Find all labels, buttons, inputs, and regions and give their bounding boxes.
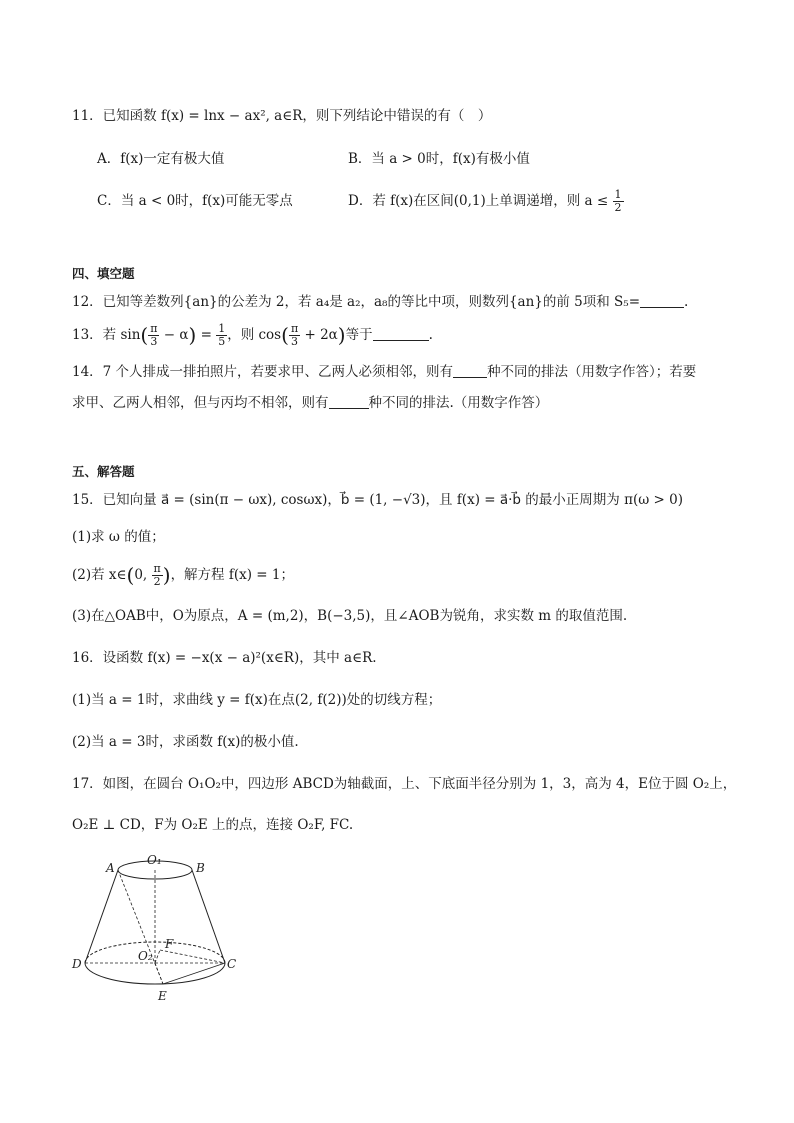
label-o1: O₁: [147, 853, 162, 867]
label-f: F: [165, 937, 174, 951]
q14-text-c: 求甲、乙两人相邻，但与丙均不相邻，则有: [72, 395, 329, 411]
q13-equals: =: [196, 327, 217, 343]
paren-open: (: [140, 323, 149, 347]
section-fill-in-heading: 四、填空题: [72, 266, 135, 281]
segment-ae: [118, 870, 163, 984]
fraction-numerator: 1: [614, 188, 622, 201]
fraction-denominator: 5: [218, 335, 226, 348]
q15-part3: (3)在△OAB中，O为原点，A = (m,2)，B(−3,5)，且∠AOB为锐角，求实数 m 的取值范围.: [72, 608, 628, 624]
q17-line2: O₂E ⊥ CD，F为 O₂E 上的点，连接 O₂F, FC.: [72, 817, 354, 833]
q14-line2: [72, 393, 548, 413]
label-d: D: [72, 957, 82, 971]
q16-part1: (1)当 a = 1时，求曲线 y = f(x)在点(2, f(2))处的切线方程；: [72, 692, 442, 708]
paren-close: ): [337, 323, 346, 347]
section-answer-heading: 五、解答题: [72, 464, 135, 479]
frustum-figure: [70, 852, 250, 1012]
q15-p2-pre: (2)若 x∈: [72, 567, 127, 583]
q13-end: .: [428, 327, 433, 343]
q12-text: 12．已知等差数列{an}的公差为 2，若 a₄是 a₂，a₈的等比中项，则数列{an}的前 5项和 S₅=: [72, 294, 641, 310]
q11-option-d-fraction: [613, 189, 624, 214]
fraction-denominator: 3: [291, 335, 299, 348]
q11-option-d: [348, 184, 624, 218]
paren-close: ): [162, 563, 171, 587]
answer-blank: [373, 326, 429, 341]
q15-stem: 15．已知向量 a⃗ = (sin(π − ωx), cosωx)，b⃗ = (1, −√3)，且 f(x) = a⃗·b⃗ 的最小正周期为 π(ω > 0): [72, 492, 683, 508]
answer-blank: [453, 363, 487, 378]
answer-blank: [329, 394, 369, 409]
q16-stem: 16．设函数 f(x) = −x(x − a)²(x∈R)，其中 a∈R.: [72, 650, 377, 666]
fraction-denominator: 2: [614, 201, 622, 214]
q16-part2: (2)当 a = 3时，求函数 f(x)的极小值.: [72, 734, 299, 750]
label-b: B: [196, 861, 205, 875]
q13-fraction-1: [148, 323, 159, 348]
q13-mid3: + 2α: [300, 327, 338, 343]
q15-part1: (1)求 ω 的值；: [72, 529, 165, 545]
paren-close: ): [188, 323, 197, 347]
q11-option-c: C．当 a < 0时，f(x)可能无零点: [97, 193, 293, 209]
segment-o2f: [155, 950, 160, 963]
answer-blank: [640, 293, 684, 308]
q15-fraction: [152, 563, 163, 588]
q15-p2-post: ，解方程 f(x) = 1；: [170, 567, 294, 583]
paren-open: (: [126, 563, 135, 587]
q14-line1: [72, 362, 696, 382]
q11-option-b: B．当 a > 0时，f(x)有极小值: [348, 151, 530, 167]
q11-option-d-text: D．若 f(x)在区间(0,1)上单调递增，则 a ≤: [348, 193, 613, 209]
paren-open: (: [281, 323, 289, 347]
fraction-numerator: π: [290, 322, 299, 335]
label-a: A: [106, 861, 115, 875]
q13-fraction-3: [289, 323, 300, 348]
q12-end: .: [684, 294, 689, 310]
fraction-numerator: π: [150, 322, 158, 335]
label-e: E: [158, 989, 167, 1003]
fraction-numerator: 1: [218, 322, 226, 335]
q11-stem: 11．已知函数 f(x) = lnx − ax², a∈R，则下列结论中错误的有（ ）: [72, 108, 492, 124]
q13-post: 等于: [345, 327, 373, 343]
q13-pre: 13．若 sin: [72, 327, 141, 343]
q13-mid1: − α: [159, 327, 189, 343]
label-o2: O₂: [138, 949, 153, 963]
q15-p2-a: 0,: [134, 567, 152, 583]
q13-mid2: ，则 cos: [227, 327, 282, 343]
label-c: C: [227, 957, 237, 971]
q13-fraction-2: [216, 323, 227, 348]
fraction-denominator: 2: [153, 575, 161, 588]
bottom-base-front-arc: [85, 963, 225, 984]
q12: [72, 292, 688, 312]
q17-line1: 17．如图，在圆台 O₁O₂中，四边形 ABCD为轴截面，上、下底面半径分别为 1，3，高为 4，E位于圆 O₂上，: [72, 776, 737, 792]
q15-part2: [72, 558, 294, 592]
fraction-denominator: 3: [150, 335, 158, 348]
q13: [72, 318, 433, 352]
q14-text-b: 种不同的排法（用数字作答）；若要: [487, 364, 697, 380]
q11-option-a: A．f(x)一定有极大值: [97, 151, 225, 167]
q14-text-d: 种不同的排法.（用数字作答）: [368, 395, 549, 411]
q14-text-a: 14．7 个人排成一排拍照片，若要求甲、乙两人必须相邻，则有: [72, 364, 454, 380]
fraction-numerator: π: [153, 562, 161, 575]
